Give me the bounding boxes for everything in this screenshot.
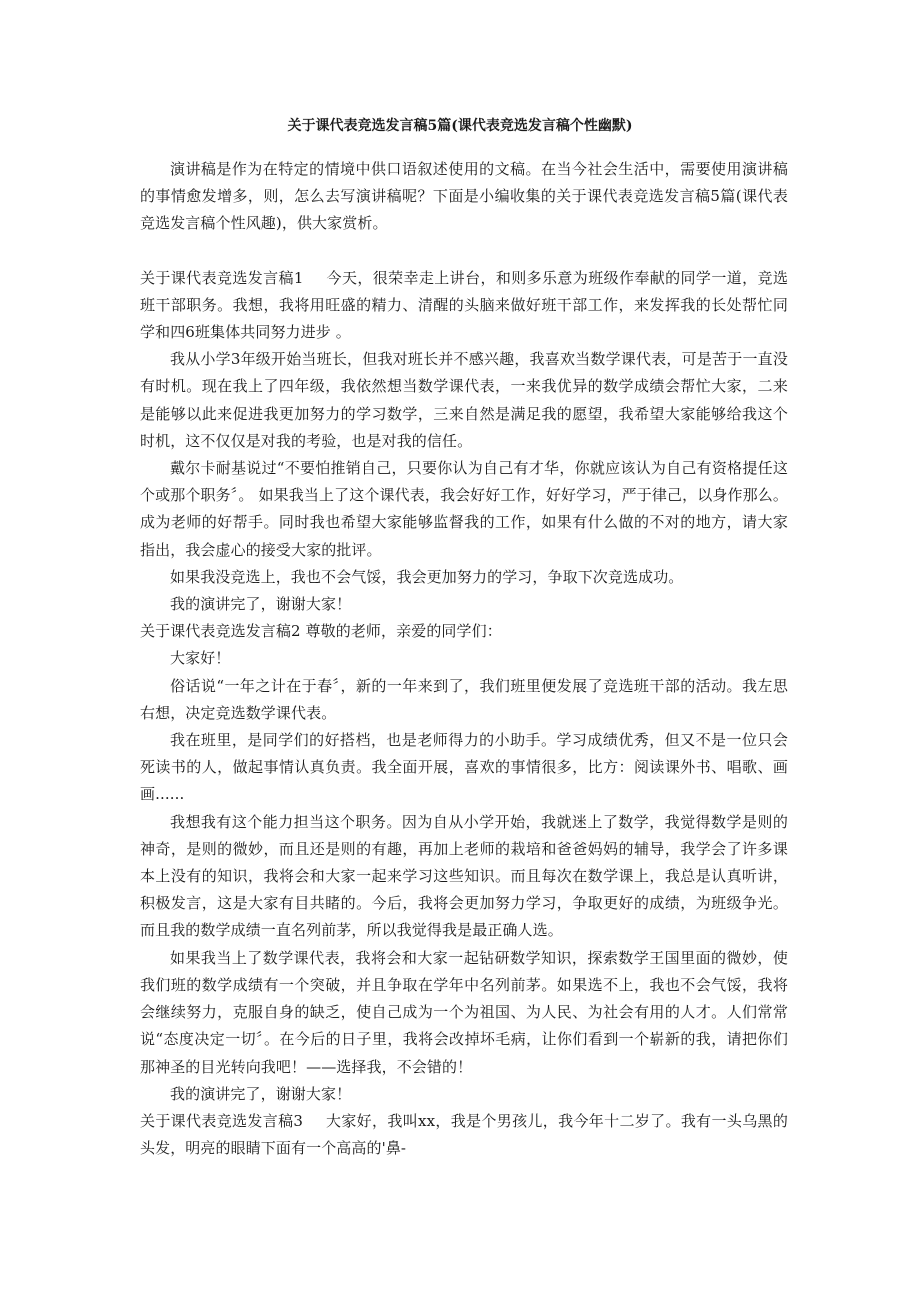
section-1-paragraph: 我的演讲完了，谢谢大家！: [170, 595, 352, 614]
section-2-paragraph: 大家好！: [170, 649, 231, 668]
section-1-paragraph: 如果我没竞选上，我也不会气馁，我会更加努力的学习，争取下次竞选成功。: [170, 567, 684, 586]
section-2-opening-text: 尊敬的老师，亲爱的同学们：: [305, 622, 502, 641]
spacer: [140, 238, 788, 265]
document-body: [140, 156, 788, 1162]
section-1-opening-text: 今天，很荣幸走上讲台，和则多乐意为班级作奉献的同学一道，竞选班干部职务。我想，我将用旺盛的精力、清醒的头脑来做好班干部工作，来发挥我的长处帮忙同学和四6班集体共同努力进步 。: [140, 268, 788, 342]
section-1-opening: [140, 265, 788, 347]
section-2-paragraph: 俗话说“一年之计在于春〞，新的一年来到了，我们班里便发展了竞选班干部的活动。我左思右想，决定竞选数学课代表。: [140, 676, 788, 722]
section-2-paragraph: 我的演讲完了，谢谢大家！: [170, 1084, 352, 1103]
section-3-heading: 关于课代表竞选发言稿3: [140, 1111, 304, 1130]
section-2-paragraph: 我在班里，是同学们的好搭档，也是老师得力的小助手。学习成绩优秀，但又不是一位只会死读书的人，做起事情认真负责。我全面开展，喜欢的事情很多，比方：阅读课外书、唱歌、画画......: [140, 731, 788, 804]
section-2-paragraph: 如果我当上了数学课代表，我将会和大家一起钻研数学知识，探索数学王国里面的微妙，使我们班的数学成绩有一个突破，并且争取在学年中名列前茅。如果选不上，我也不会气馁，我将会继续努力，克服自身的缺乏，使自己成为一个为祖国、为人民、为社会有用的人才。人们常常说“态度决定一切〞。在今后的日子里，我将会改掉坏毛病，让你们看到一个崭新的我，请把你们那神圣的目光转向我吧！——选择我，不会错的！: [140, 948, 788, 1076]
section-1-paragraph: 戴尔卡耐基说过“不要怕推销自己，只要你认为自己有才华，你就应该认为自己有资格提任这个或那个职务〞。 如果我当上了这个课代表，我会好好工作，好好学习，严于律己，以身作那么。成为老师的好帮手。同时我也希望大家能够监督我的工作，如果有什么做的不对的地方，请大家指出，我会虚心的接受大家的批评。: [140, 459, 788, 559]
section-3-opening: [140, 1108, 788, 1162]
section-1-paragraph: 我从小学3年级开始当班长，但我对班长并不感兴趣，我喜欢当数学课代表，可是苦于一直没有时机。现在我上了四年级，我依然想当数学课代表，一来我优异的数学成绩会帮忙大家，二来是能够以此来促进我更加努力的学习数学，三来自然是满足我的愿望，我希望大家能够给我这个时机，这不仅仅是对我的考验，也是对我的信任。: [140, 350, 788, 450]
intro-paragraph: 演讲稿是作为在特定的情境中供口语叙述使用的文稿。在当今社会生活中，需要使用演讲稿的事情愈发增多，则，怎么去写演讲稿呢？下面是小编收集的关于课代表竞选发言稿5篇(课代表竞选发言稿个性风趣)，供大家赏析。: [140, 160, 788, 233]
section-2-opening: [140, 618, 788, 645]
section-1-heading: 关于课代表竞选发言稿1: [140, 268, 304, 287]
heading-gap: [304, 269, 327, 287]
document-title: 关于课代表竞选发言稿5篇(课代表竞选发言稿个性幽默): [287, 118, 633, 134]
section-2-paragraph: 我想我有这个能力担当这个职务。因为自从小学开始，我就迷上了数学，我觉得数学是则的神奇，是则的微妙，而且还是则的有趣，再加上老师的栽培和爸爸妈妈的辅导，我学会了许多课本上没有的知识，我将会和大家一起来学习这些知识。而且每次在数学课上，我总是认真听讲，积极发言，这是大家有目共睹的。今后，我将会更加努力学习，争取更好的成绩，为班级争光。而且我的数学成绩一直名列前茅，所以我觉得我是最正确人选。: [140, 812, 788, 940]
heading-gap: [303, 1112, 326, 1130]
section-2-heading: 关于课代表竞选发言稿2: [140, 622, 301, 641]
section-3-opening-text: 大家好，我叫xx，我是个男孩儿，我今年十二岁了。我有一头乌黑的头发，明亮的眼睛下面有一个高高的'鼻-: [140, 1111, 788, 1158]
